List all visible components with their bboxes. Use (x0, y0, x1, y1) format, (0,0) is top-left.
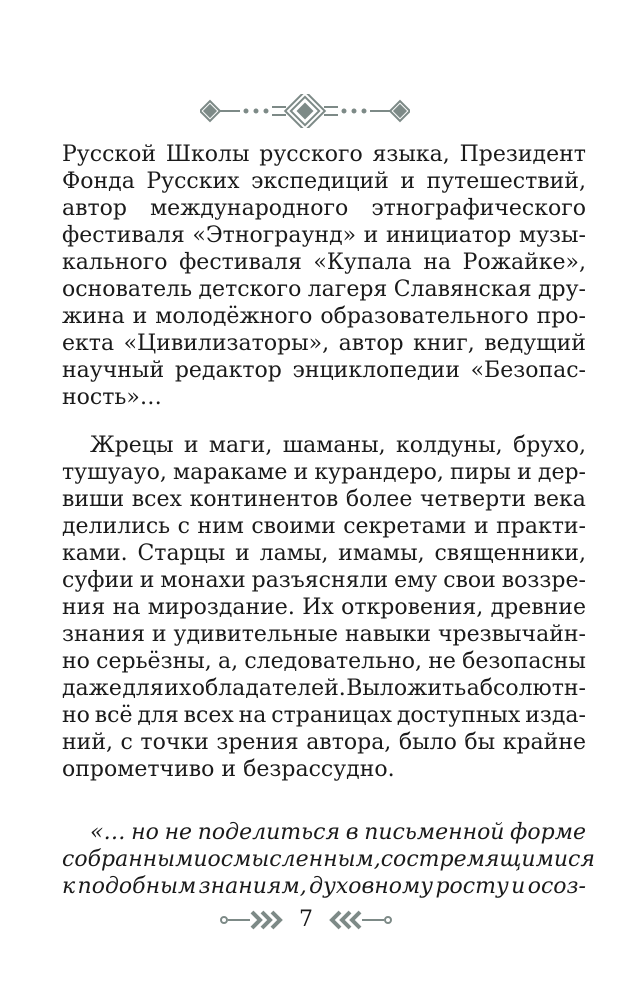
page-footer (218, 904, 394, 936)
text-line: даже для их обладателей. Выложить абсолютн- (62, 676, 586, 701)
text-line: опрометчиво и безрассудно. (62, 757, 395, 782)
text-line: суфии и монахи разъясняли ему свои воззре- (62, 568, 586, 593)
text-line: научный редактор энциклопедии «Безопас- (62, 358, 586, 383)
text-line: ний, с точки зрения автора, было бы крайне (62, 730, 586, 755)
text-line: кального фестиваля «Купала на Рожайке», (62, 250, 586, 275)
text-line: автор международного этнографического (62, 196, 586, 221)
text-line: фестиваля «Этнограунд» и инициатор музы- (62, 223, 586, 248)
text-line: ками. Старцы и ламы, имамы, священники, (62, 541, 586, 566)
text-line: делились с ним своими секретами и практи- (62, 514, 586, 539)
text-line: Жрецы и маги, шаманы, колдуны, брухо, (90, 433, 586, 458)
text-line: к подобным знаниям, духовному росту и осоз- (62, 874, 586, 899)
text-line: тушуауо, маракаме и курандеро, пиры и дер- (62, 460, 586, 485)
paragraph-3-quote (62, 819, 595, 900)
page-number: 7 (299, 907, 313, 932)
text-line: собранным и осмысленным, со стремящимися (62, 847, 595, 872)
text-line: но серьёзны, а, следовательно, не безопасны (62, 649, 586, 674)
text-line: Русской Школы русского языка, Президент (62, 142, 586, 167)
text-line: екта «Цивилизаторы», автор книг, ведущий (62, 331, 586, 356)
text-line: основатель детского лагеря Славянская дру- (62, 277, 586, 302)
text-line: жина и молодёжного образовательного про- (62, 304, 586, 329)
paragraph-2 (62, 432, 586, 783)
text-line: знания и удивительные навыки чрезвычайн- (62, 622, 586, 647)
text-line: «… но не поделиться в письменной форме (90, 820, 586, 845)
text-line: виши всех континентов более четверти века (62, 487, 586, 512)
text-line: но всё для всех на страницах доступных изда- (62, 703, 586, 728)
text-line: ность»… (62, 385, 162, 410)
paragraph-1 (62, 141, 586, 411)
text-line: ния на мироздание. Их откровения, древние (62, 595, 586, 620)
text-line: Фонда Русских экспедиций и путешествий, (62, 169, 586, 194)
top-ornament-icon (200, 94, 410, 128)
